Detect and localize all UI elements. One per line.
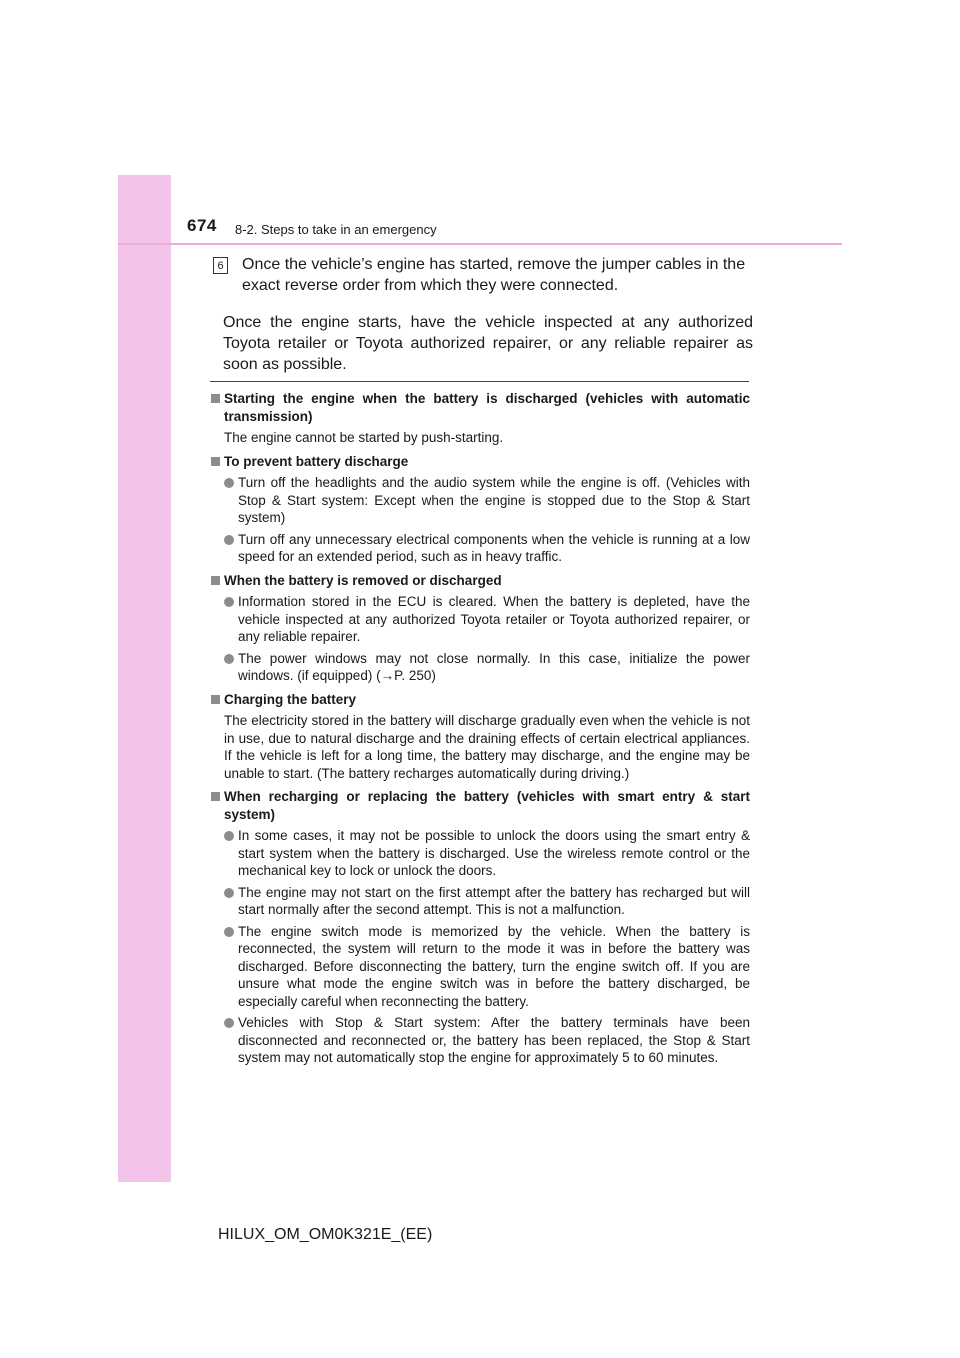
circle-bullet-icon [224, 927, 234, 937]
circle-bullet-icon [224, 535, 234, 545]
note-removed-discharged [210, 572, 750, 685]
list-item: Information stored in the ECU is cleared. When the battery is depleted, have the vehicle inspected at any authorized Toyota retailer or Toyota authorized repairer, or any reliable repairer. [210, 593, 750, 646]
chapter-sidebar-tab [118, 175, 171, 1182]
list-item: Turn off any unnecessary electrical components when the vehicle is running at a low speed for an extended period, such as in heavy traffic. [210, 531, 750, 566]
square-bullet-icon [211, 457, 220, 466]
square-bullet-icon [211, 695, 220, 704]
section-divider [210, 381, 749, 382]
step-number-badge: 6 [213, 257, 228, 274]
note-push-starting [210, 390, 750, 447]
notes-section [210, 390, 750, 1073]
circle-bullet-icon [224, 1018, 234, 1028]
square-bullet-icon [211, 394, 220, 403]
square-bullet-icon [211, 576, 220, 585]
document-code-footer: HILUX_OM_OM0K321E_(EE) [218, 1226, 433, 1243]
page-number: 674 [187, 216, 217, 235]
circle-bullet-icon [224, 654, 234, 664]
list-item: In some cases, it may not be possible to unlock the doors using the smart entry & start system when the battery is discharged. Use the wireless remote control or the mechanical key to lock or unlock the doors. [210, 827, 750, 880]
note-charging [210, 691, 750, 783]
note-recharging-replacing [210, 788, 750, 1067]
square-bullet-icon [211, 792, 220, 801]
note-body: The engine cannot be started by push-starting. [224, 430, 504, 445]
list-item: Vehicles with Stop & Start system: After the battery terminals have been disconnected and reconnected or, the battery has been replaced, the Stop & Start system may not automatically stop the engine for approximately 5 to 60 minutes. [210, 1014, 750, 1067]
header-rule [118, 243, 842, 245]
note-title: When recharging or replacing the battery (vehicles with smart entry & start system) [224, 789, 750, 822]
note-title: Charging the battery [224, 691, 357, 707]
list-item: The power windows may not close normally. In this case, initialize the power windows. (if equipped) (→P. 250) [210, 650, 750, 685]
list-item: The engine switch mode is memorized by the vehicle. When the battery is reconnected, the system will return to the mode it was in before the battery was discharged. Before disconnecting the battery, turn the engine switch off. If you are unsure what mode the engine switch was in before the battery discharged, be especially careful when reconnecting the battery. [210, 923, 750, 1011]
circle-bullet-icon [224, 831, 234, 841]
note-title: To prevent battery discharge [224, 453, 409, 469]
list-item: Turn off the headlights and the audio system while the engine is off. (Vehicles with Stop & Start system: Except when the engine is stopped due to the Stop & Start system) [210, 474, 750, 527]
section-title: 8-2. Steps to take in an emergency [235, 222, 437, 237]
circle-bullet-icon [224, 597, 234, 607]
note-prevent-discharge [210, 453, 750, 566]
circle-bullet-icon [224, 888, 234, 898]
note-title: When the battery is removed or discharged [224, 572, 502, 588]
circle-bullet-icon [224, 478, 234, 488]
step-6 [213, 254, 753, 375]
list-item: The engine may not start on the first attempt after the battery has recharged but will start normally after the second attempt. This is not a malfunction. [210, 884, 750, 919]
note-title: Starting the engine when the battery is discharged (vehicles with automatic transmission) [224, 391, 750, 424]
step-text: Once the vehicle’s engine has started, remove the jumper cables in the exact reverse order from which they were connected. [242, 256, 746, 294]
note-body: The electricity stored in the battery will discharge gradually even when the vehicle is not in use, due to natural discharge and the draining effects of certain electrical appliances. If the vehicle is left for a long time, the battery may discharge, and the engine may be unable to start. (The battery recharges automatically during driving.) [224, 713, 750, 781]
step-note: Once the engine starts, have the vehicle inspected at any authorized Toyota retailer or Toyota authorized repairer, or any reliable repairer as soon as possible. [223, 314, 753, 373]
